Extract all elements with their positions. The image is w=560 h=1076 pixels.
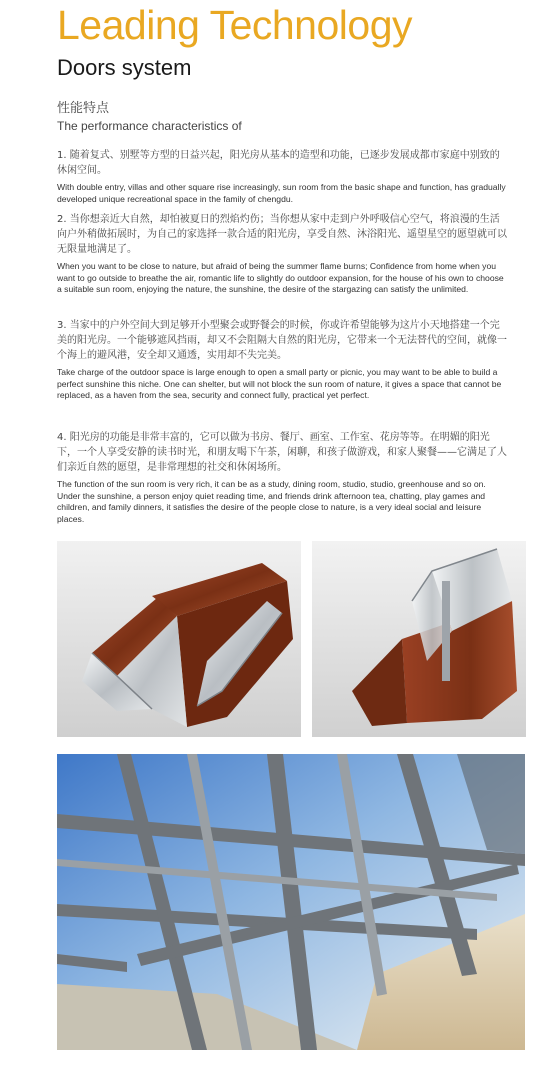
item-4-zh: 4. 阳光房的功能是非常丰富的，它可以做为书房、餐厅、画室、工作室、花房等等。在明媚的阳光下，一个人享受安静的读书时光，和朋友喝下午茶，闲聊，和孩子做游戏，和家人聚餐——它满足了人们亲近自然的愿望，是非常理想的社交和休闲场所。 [57, 432, 507, 473]
item-2-zh: 2. 当你想亲近大自然，却怕被夏日的烈焰灼伤；当你想从家中走到户外呼吸信心空气，将浪漫的生活向户外稍做拓展时，为自己的家选择一款合适的阳光房，享受自然、沐浴阳光、遥望星空的愿望就可以无限量地满足了。 [57, 214, 507, 255]
item-4-en: The function of the sun room is very rich, it can be as a study, dining room, studio, studio, greenhouse and so on. Under the sunshine, a person enjoy quiet reading time, and friends drink afternoon tea, chatting, play games and children, and family dinners, it satisfies the desire of the people close to nature, is a very ideal social and leisure places. [57, 479, 486, 524]
item-1-zh: 1. 随着复式、别墅等方型的日益兴起，阳光房从基本的造型和功能，已逐步发展成都市家庭中别致的休闲空间。 [57, 150, 500, 176]
aluminum-wood-profile-pair-photo [57, 541, 301, 737]
section-heading [57, 100, 517, 134]
item-2-en: When you want to be close to nature, but afraid of being the summer flame burns; Confidence from home when you want to go outside to breathe the air, romantic life to slightly do outdoor expansion, for the house of his own to choose a suitable sun room, enjoying the nature, the sunshine, the desire of the stargazing can satisfy the unlimited. [57, 261, 504, 294]
sunroom-glass-roof-photo [57, 754, 525, 1050]
item-3 [57, 318, 509, 402]
aluminum-wood-profile-single-photo [312, 541, 526, 737]
item-3-zh: 3. 当家中的户外空间大到足够开小型聚会或野餐会的时候，你或许希望能够为这片小天地搭建一个完美的阳光房。一个能够遮风挡雨，却又不会阻隔大自然的阳光房，它带来一个无法替代的空间，就像一个海上的避风港，安全却又通透，实用却不失完美。 [57, 320, 507, 361]
item-3-en: Take charge of the outdoor space is large enough to open a small party or picnic, you may want to be able to build a perfect sunshine this niche. One can shelter, but will not block the sun room of nature, it gives a space that cannot be replaced, as a haven from the sea, security and connect fully, practical yet perfect. [57, 367, 502, 400]
item-1 [57, 148, 509, 205]
section-heading-zh: 性能特点 [57, 101, 110, 116]
page-title: Leading Technology [57, 2, 412, 48]
item-2 [57, 212, 509, 296]
page-subtitle: Doors system [57, 55, 192, 80]
section-heading-en: The performance characteristics of [57, 119, 242, 133]
item-4 [57, 430, 509, 525]
item-1-en: With double entry, villas and other square rise increasingly, sun room from the basic shape and function, has gradually developed unique recreational space in the family of chengdu. [57, 182, 506, 204]
